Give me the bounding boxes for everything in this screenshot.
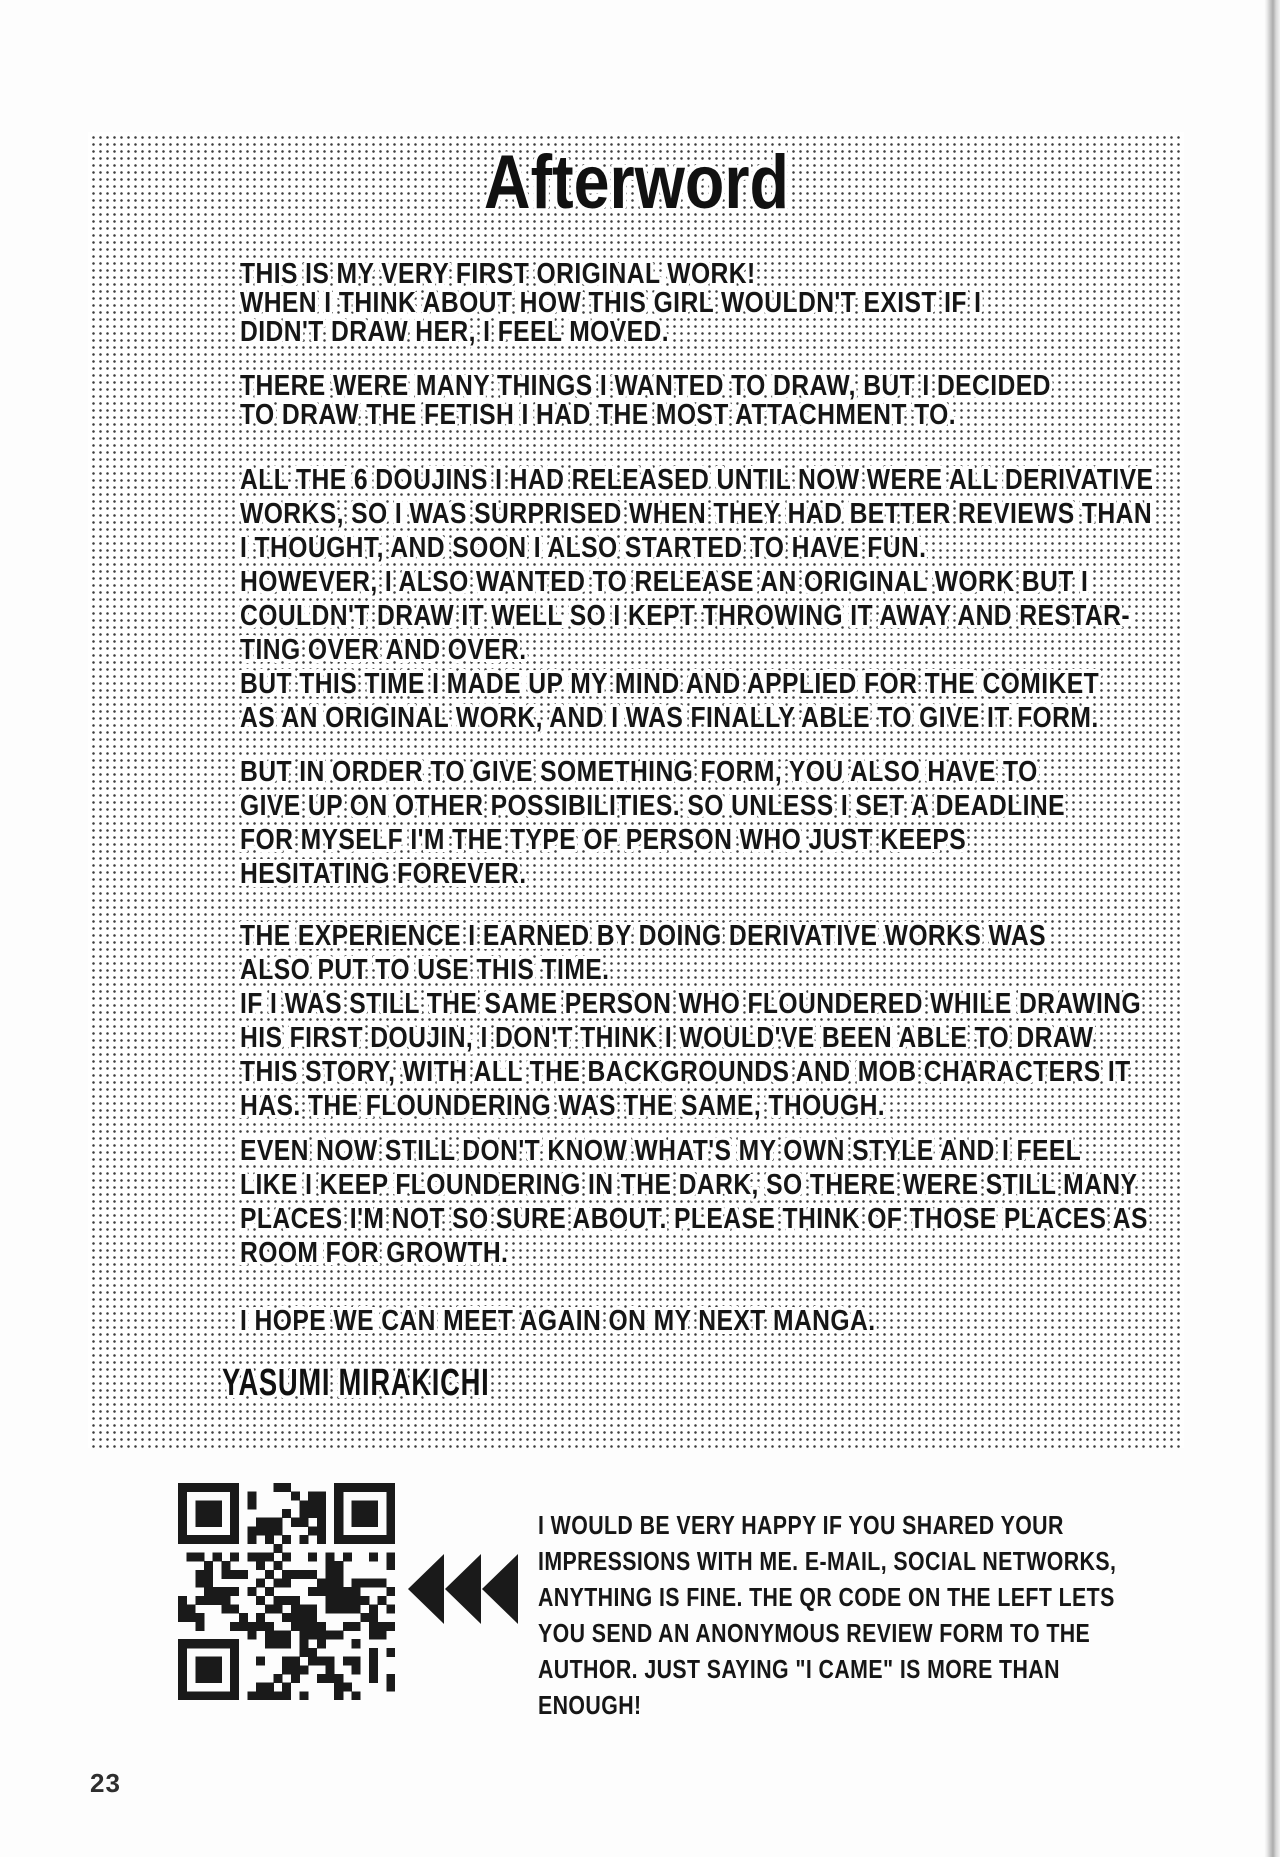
text-line: THERE WERE MANY THINGS I WANTED TO DRAW, BUT I DECIDED — [240, 370, 1051, 402]
text-line: HIS FIRST DOUJIN, I DON'T THINK I WOULD'VE BEEN ABLE TO DRAW — [240, 1022, 1094, 1054]
text-line: IF I WAS STILL THE SAME PERSON WHO FLOUNDERED WHILE DRAWING — [240, 988, 1142, 1020]
text-line: HESITATING FOREVER. — [240, 858, 527, 890]
page-number: 23 — [90, 1768, 121, 1798]
text-line: HOWEVER, I ALSO WANTED TO RELEASE AN ORIGINAL WORK BUT I — [240, 566, 1089, 598]
text-line: GIVE UP ON OTHER POSSIBILITIES. SO UNLESS I SET A DEADLINE — [240, 790, 1065, 822]
halftone-panel — [88, 132, 1184, 1448]
text-line: WHEN I THINK ABOUT HOW THIS GIRL WOULDN'T EXIST IF I — [240, 287, 982, 319]
paragraph-5 — [240, 919, 1141, 1123]
paragraph-7 — [240, 1304, 876, 1338]
text-line: IMPRESSIONS WITH ME. E-MAIL, SOCIAL NETWORKS, — [538, 1546, 1117, 1576]
text-line: I THOUGHT, AND SOON I ALSO STARTED TO HAVE FUN. — [240, 532, 927, 564]
reader-note — [538, 1507, 1116, 1723]
paragraph-6 — [240, 1134, 1148, 1270]
text-line: WORKS, SO I WAS SURPRISED WHEN THEY HAD BETTER REVIEWS THAN — [240, 498, 1153, 530]
text-line: TING OVER AND OVER. — [240, 634, 527, 666]
text-line: FOR MYSELF I'M THE TYPE OF PERSON WHO JUST KEEPS — [240, 824, 967, 856]
qr-code-icon — [178, 1483, 395, 1700]
triple-left-arrows-icon — [407, 1553, 519, 1625]
text-line: THIS STORY, WITH ALL THE BACKGROUNDS AND MOB CHARACTERS IT — [240, 1056, 1131, 1088]
text-line: I WOULD BE VERY HAPPY IF YOU SHARED YOUR — [538, 1510, 1064, 1540]
paragraph-1 — [240, 260, 981, 347]
text-line: DIDN'T DRAW HER, I FEEL MOVED. — [240, 316, 670, 348]
scan-page-edge — [1264, 0, 1280, 1857]
text-line: ALSO PUT TO USE THIS TIME. — [240, 954, 610, 986]
text-line: YOU SEND AN ANONYMOUS REVIEW FORM TO THE — [538, 1618, 1091, 1648]
text-line: LIKE I KEEP FLOUNDERING IN THE DARK, SO THERE WERE STILL MANY — [240, 1169, 1138, 1201]
text-line: THE EXPERIENCE I EARNED BY DOING DERIVATIVE WORKS WAS — [240, 920, 1046, 952]
text-line: ANYTHING IS FINE. THE QR CODE ON THE LEFT LETS — [538, 1582, 1115, 1612]
text-line: AUTHOR. JUST SAYING "I CAME" IS MORE THAN — [538, 1654, 1060, 1684]
paragraph-4 — [240, 755, 1065, 891]
text-line: BUT IN ORDER TO GIVE SOMETHING FORM, YOU ALSO HAVE TO — [240, 756, 1038, 788]
text-line: TO DRAW THE FETISH I HAD THE MOST ATTACHMENT TO. — [240, 399, 957, 431]
page-title: Afterword — [483, 140, 789, 225]
text-line: HAS. THE FLOUNDERING WAS THE SAME, THOUGH. — [240, 1090, 886, 1122]
text-line: ENOUGH! — [538, 1690, 642, 1720]
text-line: EVEN NOW STILL DON'T KNOW WHAT'S MY OWN STYLE AND I FEEL — [240, 1135, 1082, 1167]
text-line: I HOPE WE CAN MEET AGAIN ON MY NEXT MANGA. — [240, 1305, 876, 1337]
qr-code-svg — [178, 1483, 395, 1700]
text-line: COULDN'T DRAW IT WELL SO I KEPT THROWING IT AWAY AND RESTAR- — [240, 600, 1131, 632]
paragraph-3 — [240, 463, 1153, 735]
text-line: ALL THE 6 DOUJINS I HAD RELEASED UNTIL NOW WERE ALL DERIVATIVE — [240, 464, 1154, 496]
text-line: AS AN ORIGINAL WORK, AND I WAS FINALLY ABLE TO GIVE IT FORM. — [240, 702, 1099, 734]
text-line: ROOM FOR GROWTH. — [240, 1237, 509, 1269]
text-line: BUT THIS TIME I MADE UP MY MIND AND APPLIED FOR THE COMIKET — [240, 668, 1100, 700]
title-row — [88, 140, 1184, 225]
author-signature: YASUMI MIRAKICHI — [222, 1362, 490, 1404]
text-line: PLACES I'M NOT SO SURE ABOUT. PLEASE THINK OF THOSE PLACES AS — [240, 1203, 1148, 1235]
paragraph-2 — [240, 372, 1051, 430]
text-line: THIS IS MY VERY FIRST ORIGINAL WORK! — [240, 258, 756, 290]
